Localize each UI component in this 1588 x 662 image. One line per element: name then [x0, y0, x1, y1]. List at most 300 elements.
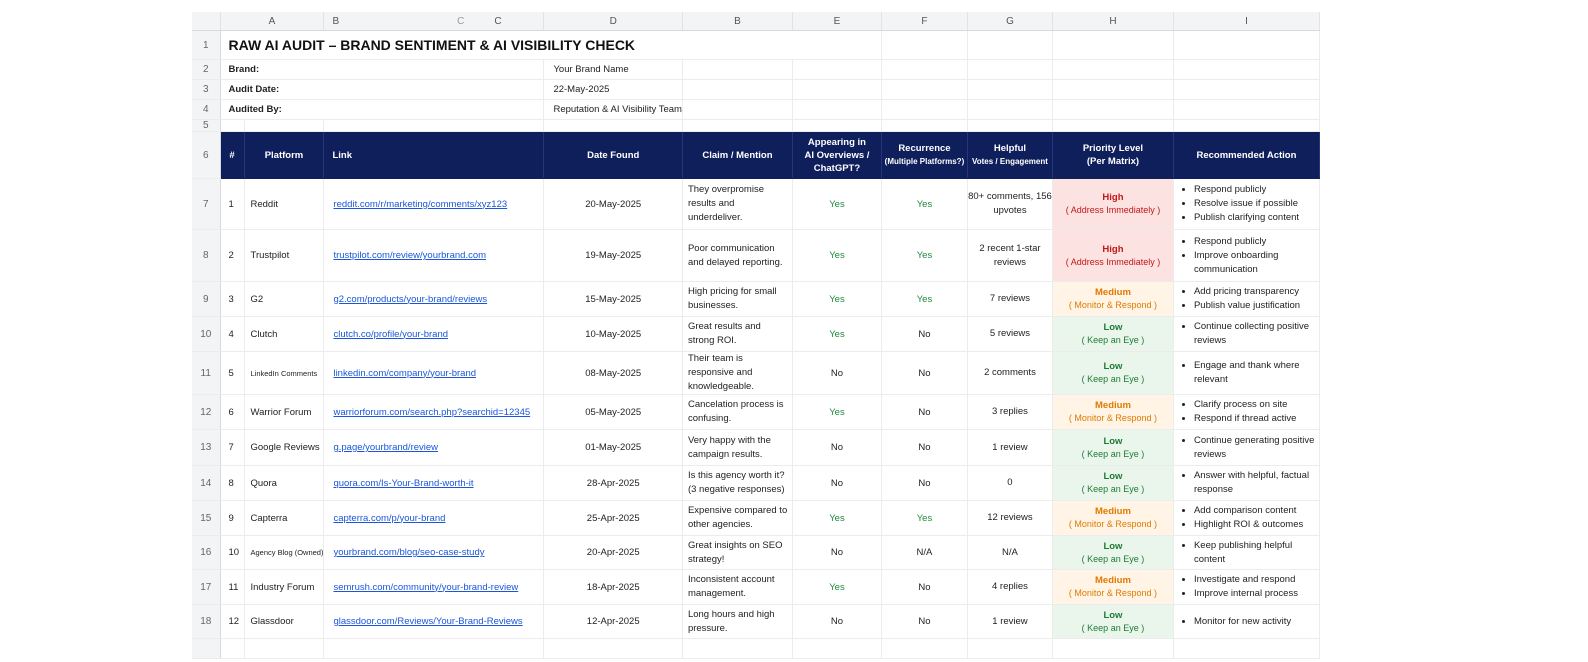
engagement-cell[interactable]: 2 recent 1-star reviews [967, 230, 1052, 282]
engagement-cell[interactable]: N/A [967, 536, 1052, 570]
table-row [192, 352, 1319, 395]
table-row [192, 570, 1319, 605]
ai-visibility-cell[interactable]: No [792, 352, 881, 395]
meta-label[interactable]: Brand: [220, 60, 544, 80]
empty-cell[interactable] [967, 639, 1052, 659]
priority-note: ( Address Immediately ) [1065, 205, 1161, 215]
action-list [1184, 573, 1319, 601]
claim-cell[interactable]: Very happy with the campaign results. [682, 430, 792, 466]
recurrence-cell[interactable]: Yes [881, 230, 967, 282]
claim-cell[interactable]: High pricing for small businesses. [682, 282, 792, 317]
row-number[interactable]: 8 [192, 230, 220, 282]
priority-cell[interactable] [1052, 179, 1173, 230]
action-cell[interactable] [1173, 395, 1319, 430]
column-header[interactable]: A [220, 12, 324, 31]
empty-cell[interactable] [544, 120, 683, 132]
row-index[interactable]: 9 [220, 501, 244, 536]
priority-level: Medium [1095, 575, 1131, 586]
empty-cell[interactable] [792, 60, 881, 80]
link-cell[interactable]: reddit.com/r/marketing/comments/xyz123 [324, 179, 544, 230]
priority-level: High [1102, 243, 1124, 255]
claim-cell[interactable]: Their team is responsive and knowledgeable. [682, 352, 792, 395]
header-rec-line: (Multiple Platforms?) [884, 157, 965, 166]
ai-visibility-cell[interactable]: Yes [792, 282, 881, 317]
blank-row [192, 639, 1319, 659]
meta-label[interactable]: Audit Date: [220, 80, 544, 100]
engagement-cell[interactable]: 1 review [967, 430, 1052, 466]
row-number[interactable]: 13 [192, 430, 220, 466]
header-link-label: Link [332, 149, 352, 161]
header-ai[interactable] [792, 132, 881, 179]
empty-cell[interactable] [967, 31, 1052, 60]
priority-level: Low [1103, 609, 1123, 621]
ai-visibility-cell[interactable]: Yes [792, 179, 881, 230]
claim-cell[interactable]: Cancelation process is confusing. [682, 395, 792, 430]
platform-cell[interactable]: Reddit [244, 179, 324, 230]
action-cell[interactable] [1173, 179, 1319, 230]
priority-cell[interactable] [1052, 570, 1173, 605]
sheet-title[interactable]: RAW AI AUDIT – BRAND SENTIMENT & AI VISIBILITY CHECK [220, 31, 881, 60]
row-number[interactable]: 17 [192, 570, 220, 605]
recurrence-cell[interactable]: No [881, 317, 967, 352]
priority-note: ( Monitor & Respond ) [1068, 519, 1157, 529]
meta-row [192, 80, 1319, 100]
engagement-cell[interactable]: 0 [967, 466, 1052, 501]
priority-level: Medium [1095, 400, 1131, 411]
link-cell[interactable]: quora.com/Is-Your-Brand-worth-it [324, 466, 544, 501]
empty-cell[interactable] [967, 100, 1052, 120]
date-cell[interactable]: 19-May-2025 [544, 230, 683, 282]
date-cell[interactable]: 01-May-2025 [544, 430, 683, 466]
row-index[interactable]: 6 [220, 395, 244, 430]
action-item: • Highlight ROI & outcomes [1194, 518, 1319, 532]
link-cell[interactable]: glassdoor.com/Reviews/Your-Brand-Reviews [324, 605, 544, 639]
row-number[interactable]: 15 [192, 501, 220, 536]
action-list [1184, 615, 1319, 629]
row-number[interactable]: 9 [192, 282, 220, 317]
select-all-corner[interactable] [192, 12, 220, 31]
platform-cell[interactable]: Capterra [244, 501, 324, 536]
row-index[interactable]: 2 [220, 230, 244, 282]
empty-cell[interactable] [544, 639, 683, 659]
row-number[interactable]: 7 [192, 179, 220, 230]
link-cell[interactable]: yourbrand.com/blog/seo-case-study [324, 536, 544, 570]
engagement-cell[interactable]: 3 replies [967, 395, 1052, 430]
table-row [192, 430, 1319, 466]
action-list [1184, 469, 1319, 497]
action-list [1184, 434, 1319, 462]
table-row [192, 317, 1319, 352]
date-cell[interactable]: 15-May-2025 [544, 282, 683, 317]
link-cell[interactable]: trustpilot.com/review/yourbrand.com [324, 230, 544, 282]
priority-note: ( Keep an Eye ) [1081, 335, 1145, 345]
header-ai-line: ChatGPT? [813, 162, 861, 174]
platform-cell[interactable]: Trustpilot [244, 230, 324, 282]
priority-cell[interactable] [1052, 317, 1173, 352]
table-row [192, 605, 1319, 639]
action-list [1184, 285, 1319, 313]
priority-cell[interactable] [1052, 466, 1173, 501]
empty-cell[interactable] [682, 80, 792, 100]
action-cell[interactable] [1173, 501, 1319, 536]
action-item: • Publish clarifying content [1194, 211, 1319, 225]
row-index[interactable]: 3 [220, 282, 244, 317]
ai-visibility-cell[interactable]: Yes [792, 317, 881, 352]
engagement-cell[interactable]: 7 reviews [967, 282, 1052, 317]
column-header[interactable]: F [881, 12, 967, 31]
column-header[interactable]: D [544, 12, 683, 31]
empty-cell[interactable] [682, 120, 792, 132]
meta-value[interactable]: 22-May-2025 [544, 80, 683, 100]
date-cell[interactable]: 12-Apr-2025 [544, 605, 683, 639]
sheet-grid [192, 12, 1320, 659]
link-cell[interactable]: linkedin.com/company/your-brand [324, 352, 544, 395]
date-cell[interactable]: 28-Apr-2025 [544, 466, 683, 501]
empty-cell[interactable] [881, 60, 967, 80]
action-list [1184, 359, 1319, 387]
action-cell[interactable] [1173, 430, 1319, 466]
ai-visibility-cell[interactable]: No [792, 466, 881, 501]
empty-cell[interactable] [967, 120, 1052, 132]
row-index[interactable]: 1 [220, 179, 244, 230]
ai-visibility-cell[interactable]: No [792, 536, 881, 570]
action-item: • Respond publicly [1194, 235, 1319, 249]
recurrence-cell[interactable]: No [881, 395, 967, 430]
empty-cell[interactable] [682, 100, 792, 120]
engagement-cell[interactable]: 80+ comments, 156 upvotes [967, 179, 1052, 230]
action-cell[interactable] [1173, 605, 1319, 639]
meta-label[interactable]: Audited By: [220, 100, 544, 120]
table-row [192, 395, 1319, 430]
action-item: • Respond publicly [1194, 183, 1319, 197]
priority-cell[interactable] [1052, 230, 1173, 282]
column-header[interactable]: I [1173, 12, 1319, 31]
table-row [192, 230, 1319, 282]
engagement-cell[interactable]: 1 review [967, 605, 1052, 639]
platform-cell[interactable]: Google Reviews [244, 430, 324, 466]
column-header-row [192, 12, 1319, 31]
row-number[interactable]: 4 [192, 100, 220, 120]
row-number[interactable]: 3 [192, 80, 220, 100]
claim-cell[interactable]: They overpromise results and underdeliver. [682, 179, 792, 230]
header-claim[interactable] [682, 132, 792, 179]
empty-cell[interactable] [881, 120, 967, 132]
empty-cell[interactable] [682, 639, 792, 659]
blank-row [192, 120, 1319, 132]
action-cell[interactable] [1173, 352, 1319, 395]
empty-cell[interactable] [1173, 120, 1319, 132]
header-helpful[interactable] [967, 132, 1052, 179]
action-item: • Investigate and respond [1194, 573, 1319, 587]
action-list [1184, 183, 1319, 225]
priority-cell[interactable] [1052, 282, 1173, 317]
row-number[interactable]: 14 [192, 466, 220, 501]
row-index[interactable]: 7 [220, 430, 244, 466]
row-number[interactable]: 1 [192, 31, 220, 60]
claim-cell[interactable]: Poor communication and delayed reporting. [682, 230, 792, 282]
column-header[interactable]: G [967, 12, 1052, 31]
row-index[interactable]: 10 [220, 536, 244, 570]
platform-cell[interactable]: Quora [244, 466, 324, 501]
empty-cell[interactable] [1052, 639, 1173, 659]
claim-cell[interactable]: Long hours and high pressure. [682, 605, 792, 639]
table-row [192, 501, 1319, 536]
action-cell[interactable] [1173, 282, 1319, 317]
priority-note: ( Address Immediately ) [1065, 256, 1161, 267]
recurrence-cell[interactable]: No [881, 466, 967, 501]
platform-cell[interactable]: Agency Blog (Owned) [244, 536, 324, 570]
action-list [1184, 235, 1319, 277]
column-header[interactable]: E [792, 12, 881, 31]
action-item: • Respond if thread active [1194, 412, 1319, 426]
empty-cell[interactable] [881, 80, 967, 100]
empty-cell[interactable] [1052, 31, 1173, 60]
empty-cell[interactable] [792, 80, 881, 100]
priority-cell[interactable] [1052, 352, 1173, 395]
header-platform-label: Platform [264, 149, 304, 161]
date-cell[interactable]: 25-Apr-2025 [544, 501, 683, 536]
empty-cell[interactable] [967, 60, 1052, 80]
action-item: • Improve onboarding communication [1194, 249, 1319, 277]
action-item: • Clarify process on site [1194, 398, 1319, 412]
priority-level: High [1102, 192, 1124, 203]
header-rec-line: Recurrence [898, 143, 951, 154]
row-number[interactable]: 16 [192, 536, 220, 570]
row-index[interactable]: 4 [220, 317, 244, 352]
empty-cell[interactable] [1052, 120, 1173, 132]
priority-note: ( Keep an Eye ) [1081, 448, 1145, 459]
empty-cell[interactable] [324, 120, 544, 132]
action-item: • Continue collecting positive reviews [1194, 320, 1319, 348]
date-cell[interactable]: 10-May-2025 [544, 317, 683, 352]
claim-cell[interactable]: Is this agency worth it? (3 negative responses) [682, 466, 792, 501]
row-number[interactable]: 2 [192, 60, 220, 80]
row-number[interactable]: 12 [192, 395, 220, 430]
header-priority[interactable] [1052, 132, 1173, 179]
empty-cell[interactable] [1052, 100, 1173, 120]
priority-cell[interactable] [1052, 501, 1173, 536]
column-letter: C [494, 15, 502, 27]
spreadsheet [192, 12, 1320, 659]
action-item: • Publish value justification [1194, 299, 1319, 313]
action-item: • Continue generating positive reviews [1194, 434, 1319, 462]
link-cell[interactable]: clutch.co/profile/your-brand [324, 317, 544, 352]
header-date-label: Date Found [587, 149, 640, 161]
empty-cell[interactable] [244, 639, 324, 659]
empty-cell[interactable] [1173, 80, 1319, 100]
ai-visibility-cell[interactable]: Yes [792, 230, 881, 282]
engagement-cell[interactable]: 4 replies [967, 570, 1052, 605]
priority-note: ( Keep an Eye ) [1081, 553, 1145, 564]
action-list [1184, 398, 1319, 426]
empty-cell[interactable] [682, 60, 792, 80]
ai-visibility-cell[interactable]: No [792, 430, 881, 466]
action-list [1184, 504, 1319, 532]
ai-visibility-cell[interactable]: No [792, 605, 881, 639]
priority-note: ( Keep an Eye ) [1081, 484, 1145, 494]
row-number[interactable]: 11 [192, 352, 220, 395]
ai-visibility-cell[interactable]: Yes [792, 501, 881, 536]
platform-cell[interactable]: G2 [244, 282, 324, 317]
recurrence-cell[interactable]: No [881, 430, 967, 466]
priority-level: Medium [1095, 287, 1131, 298]
row-index[interactable]: 8 [220, 466, 244, 501]
row-index[interactable]: 12 [220, 605, 244, 639]
row-index[interactable]: 5 [220, 352, 244, 395]
empty-cell[interactable] [792, 120, 881, 132]
empty-cell[interactable] [881, 639, 967, 659]
empty-cell[interactable] [1173, 31, 1319, 60]
empty-cell[interactable] [881, 100, 967, 120]
action-cell[interactable] [1173, 230, 1319, 282]
platform-cell[interactable]: Clutch [244, 317, 324, 352]
empty-cell[interactable] [967, 80, 1052, 100]
table-row [192, 466, 1319, 501]
link-cell[interactable]: warriorforum.com/search.php?searchid=12345 [324, 395, 544, 430]
priority-cell[interactable] [1052, 430, 1173, 466]
header-platform[interactable] [244, 132, 324, 179]
engagement-cell[interactable]: 12 reviews [967, 501, 1052, 536]
priority-note: ( Keep an Eye ) [1081, 622, 1145, 633]
platform-cell[interactable]: LinkedIn Comments [244, 352, 324, 395]
column-header[interactable]: B [682, 12, 792, 31]
empty-cell[interactable] [792, 100, 881, 120]
empty-cell[interactable] [1052, 80, 1173, 100]
header-num[interactable] [220, 132, 244, 179]
action-list [1184, 539, 1319, 567]
table-row [192, 282, 1319, 317]
row-number[interactable] [192, 639, 220, 659]
header-prio-line: (Per Matrix) [1086, 156, 1140, 167]
action-cell[interactable] [1173, 570, 1319, 605]
platform-cell[interactable]: Glassdoor [244, 605, 324, 639]
action-cell[interactable] [1173, 466, 1319, 501]
header-date[interactable] [544, 132, 683, 179]
header-ai-line: AI Overviews / [804, 149, 870, 161]
action-cell[interactable] [1173, 317, 1319, 352]
action-item: • Resolve issue if possible [1194, 197, 1319, 211]
meta-row [192, 60, 1319, 80]
empty-cell[interactable] [1052, 60, 1173, 80]
empty-cell[interactable] [324, 639, 544, 659]
date-cell[interactable]: 20-May-2025 [544, 179, 683, 230]
recurrence-cell[interactable]: N/A [881, 536, 967, 570]
priority-level: Low [1103, 361, 1123, 372]
column-letter: B [332, 15, 340, 27]
priority-level: Medium [1095, 506, 1131, 517]
row-number[interactable]: 18 [192, 605, 220, 639]
header-action-label: Recommended Action [1196, 149, 1297, 161]
action-item: • Keep publishing helpful content [1194, 539, 1319, 567]
recurrence-cell[interactable]: Yes [881, 179, 967, 230]
row-number[interactable]: 5 [192, 120, 220, 132]
table-row [192, 536, 1319, 570]
priority-note: ( Monitor & Respond ) [1068, 588, 1157, 598]
action-item: • Add comparison content [1194, 504, 1319, 518]
meta-value[interactable]: Your Brand Name [544, 60, 683, 80]
meta-row [192, 100, 1319, 120]
header-link[interactable] [324, 132, 544, 179]
empty-cell[interactable] [792, 639, 881, 659]
column-letter: C [457, 15, 465, 27]
empty-cell[interactable] [1173, 60, 1319, 80]
ai-visibility-cell[interactable]: Yes [792, 395, 881, 430]
header-claim-label: Claim / Mention [702, 149, 773, 161]
recurrence-cell[interactable]: Yes [881, 282, 967, 317]
date-cell[interactable]: 20-Apr-2025 [544, 536, 683, 570]
column-header[interactable] [324, 12, 544, 31]
empty-cell[interactable] [881, 31, 967, 60]
priority-cell[interactable] [1052, 536, 1173, 570]
action-item: • Monitor for new activity [1194, 615, 1319, 629]
priority-level: Low [1103, 540, 1123, 552]
action-cell[interactable] [1173, 536, 1319, 570]
table-row [192, 179, 1319, 230]
row-number[interactable]: 10 [192, 317, 220, 352]
recurrence-cell[interactable]: No [881, 352, 967, 395]
claim-cell[interactable]: Great results and strong ROI. [682, 317, 792, 352]
priority-cell[interactable] [1052, 395, 1173, 430]
date-cell[interactable]: 18-Apr-2025 [544, 570, 683, 605]
recurrence-cell[interactable]: No [881, 605, 967, 639]
engagement-cell[interactable]: 5 reviews [967, 317, 1052, 352]
ai-visibility-cell[interactable]: Yes [792, 570, 881, 605]
date-cell[interactable]: 08-May-2025 [544, 352, 683, 395]
column-header[interactable]: H [1052, 12, 1173, 31]
link-cell[interactable]: semrush.com/community/your-brand-review [324, 570, 544, 605]
empty-cell[interactable] [220, 639, 244, 659]
claim-cell[interactable]: Inconsistent account management. [682, 570, 792, 605]
platform-cell[interactable]: Industry Forum [244, 570, 324, 605]
priority-note: ( Monitor & Respond ) [1068, 413, 1157, 423]
link-cell[interactable]: g.page/yourbrand/review [324, 430, 544, 466]
priority-note: ( Keep an Eye ) [1081, 374, 1145, 384]
platform-cell[interactable]: Warrior Forum [244, 395, 324, 430]
action-item: • Answer with helpful, factual response [1194, 469, 1319, 497]
empty-cell[interactable] [1173, 639, 1319, 659]
priority-note: ( Monitor & Respond ) [1068, 300, 1157, 310]
date-cell[interactable]: 05-May-2025 [544, 395, 683, 430]
header-recurrence[interactable] [881, 132, 967, 179]
row-title [192, 31, 1319, 60]
priority-cell[interactable] [1052, 605, 1173, 639]
header-ai-line: Appearing in [807, 136, 866, 148]
recurrence-cell[interactable]: Yes [881, 501, 967, 536]
header-action[interactable] [1173, 132, 1319, 179]
row-index[interactable]: 11 [220, 570, 244, 605]
claim-cell[interactable]: Expensive compared to other agencies. [682, 501, 792, 536]
claim-cell[interactable]: Great insights on SEO strategy! [682, 536, 792, 570]
header-prio-line: Priority Level [1082, 143, 1144, 154]
meta-value[interactable]: Reputation & AI Visibility Team [544, 100, 683, 120]
priority-level: Low [1103, 471, 1123, 482]
engagement-cell[interactable]: 2 comments [967, 352, 1052, 395]
action-item: • Engage and thank where relevant [1194, 359, 1319, 387]
empty-cell[interactable] [220, 120, 244, 132]
action-item: • Improve internal process [1194, 587, 1319, 601]
header-help-line: Votes / Engagement [972, 157, 1048, 166]
row-number[interactable]: 6 [192, 132, 220, 179]
empty-cell[interactable] [1173, 100, 1319, 120]
recurrence-cell[interactable]: No [881, 570, 967, 605]
action-item: • Add pricing transparency [1194, 285, 1319, 299]
link-cell[interactable]: capterra.com/p/your-brand [324, 501, 544, 536]
link-cell[interactable]: g2.com/products/your-brand/reviews [324, 282, 544, 317]
priority-level: Low [1103, 322, 1123, 333]
empty-cell[interactable] [244, 120, 324, 132]
header-help-line: Helpful [993, 143, 1027, 154]
header-num-label: # [229, 149, 235, 161]
